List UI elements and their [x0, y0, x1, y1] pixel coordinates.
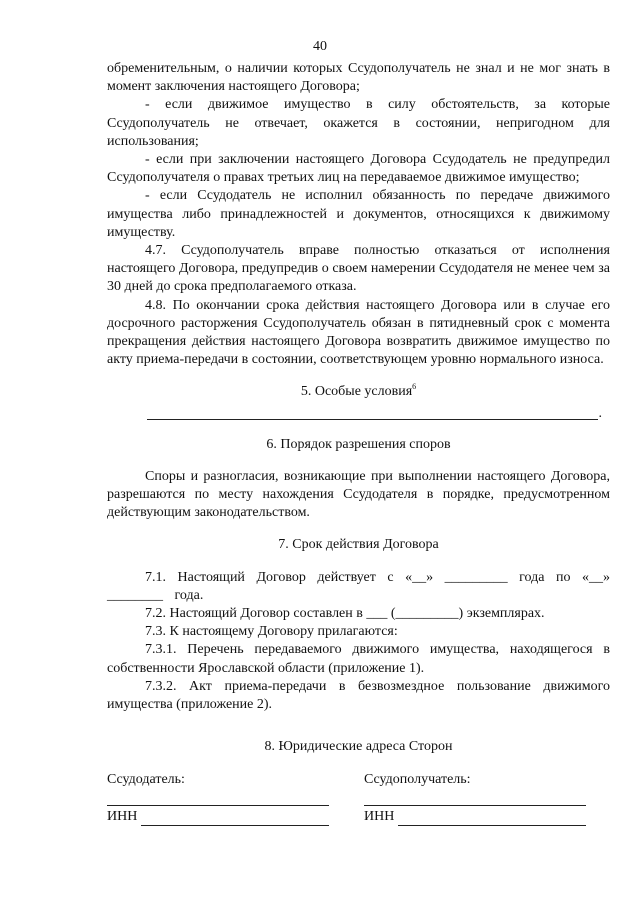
clause-7-1: 7.1. Настоящий Договор действует с «__» _________ года по «__» ________ года.	[107, 569, 610, 603]
lender-label: Ссудодатель:	[107, 771, 185, 787]
inn-label: ИНН	[107, 808, 138, 824]
borrower-label: Ссудополучатель:	[364, 771, 471, 787]
blank-fill-line	[107, 404, 610, 426]
borrower-inn-row	[364, 808, 586, 826]
section-7-heading: 7. Срок действия Договора	[278, 537, 439, 553]
lender-address-line	[107, 805, 329, 806]
clause-7-2: 7.2. Настоящий Договор составлен в ___ (_________) экземплярах.	[145, 606, 545, 622]
paragraph: Споры и разногласия, возникающие при выполнении настоящего Договора, разрешаются по месту нахождения Ссудодателя в порядке, предусмотренном действующим законодательством.	[107, 468, 610, 521]
page-number: 40	[313, 39, 327, 54]
clause-7-3-1: 7.3.1. Перечень передаваемого движимого имущества, находящегося в собственности Ярославской области (приложение 1).	[107, 642, 610, 676]
paragraph: - если движимое имущество в силу обстоятельств, за которые Ссудополучатель не отвечает, окажется в состоянии, непригодном для использования;	[107, 97, 610, 149]
paragraph: - если Ссудодатель не исполнил обязанность по передаче движимого имущества либо принадлежностей и документов, относящихся к движимому имуществу.	[107, 188, 610, 240]
inn-blank-line	[141, 811, 329, 826]
document-body	[107, 60, 610, 843]
section-6-heading: 6. Порядок разрешения споров	[266, 436, 451, 452]
blank-rule	[147, 419, 598, 420]
borrower-address-line	[364, 805, 586, 806]
signature-block	[107, 771, 610, 843]
borrower-column	[364, 771, 586, 826]
paragraph: 4.7. Ссудополучатель вправе полностью отказаться от исполнения настоящего Договора, предупредив о своем намерении Ссудодателя не менее чем за 30 дней до срока предполагаемого отказа.	[107, 243, 610, 295]
clause-7-3-2: 7.3.2. Акт приема-передачи в безвозмездное пользование движимого имущества (приложение 2).	[107, 678, 610, 713]
section-5-heading	[107, 383, 610, 401]
lender-inn-row	[107, 808, 329, 826]
footnote-marker: 6	[412, 382, 417, 392]
clause-7-3: 7.3. К настоящему Договору прилагаются:	[145, 624, 398, 640]
paragraph: 4.8. По окончании срока действия настоящего Договора или в случае его досрочного расторжения Ссудополучатель обязан в пятидневный срок с момента прекращения действия настоящего Договора возвратить движимое имущество по акту приема-передачи в состоянии, соответствующем уровню нормального износа.	[107, 297, 610, 368]
inn-blank-line	[398, 811, 586, 826]
inn-label: ИНН	[364, 808, 395, 824]
paragraph: - если при заключении настоящего Договора Ссудодатель не предупредил Ссудополучателя о правах третьих лиц на передаваемое движимое имущество;	[107, 152, 610, 186]
section-5-title: 5. Особые условия	[300, 384, 413, 400]
section-8-heading: 8. Юридические адреса Сторон	[264, 739, 453, 755]
lender-column	[107, 771, 329, 826]
blank-line-end: .	[598, 406, 602, 422]
paragraph: обременительным, о наличии которых Ссудополучатель не знал и не мог знать в момент заключения настоящего Договора;	[107, 61, 610, 95]
